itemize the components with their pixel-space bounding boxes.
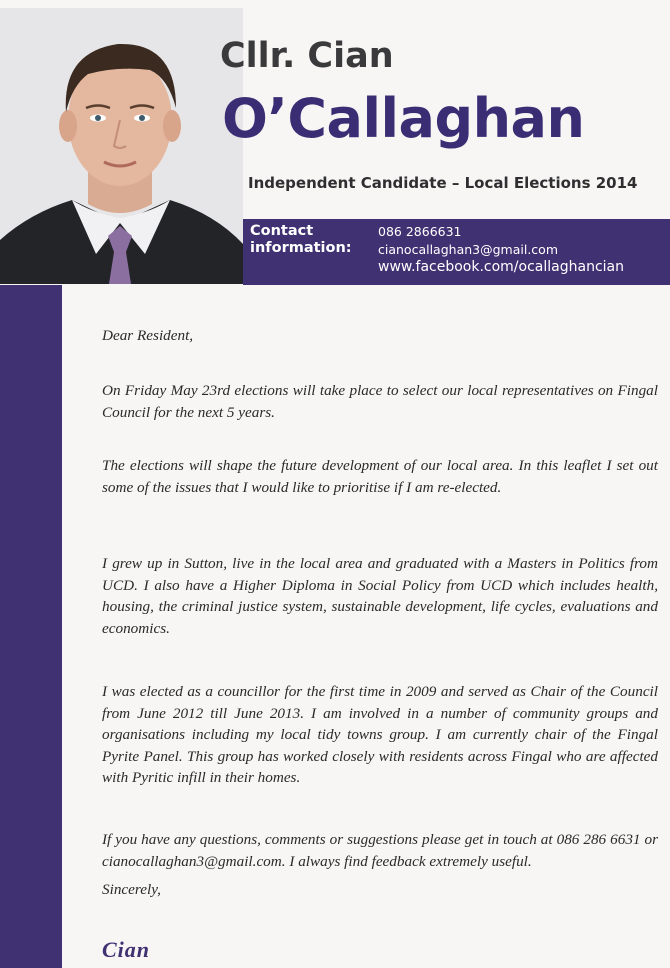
letter-paragraph-2: The elections will shape the future development of our local area. In this leaflet I set out some of the issues that I would like to prioritise if I am re-elected.: [102, 457, 658, 496]
contact-facebook[interactable]: www.facebook.com/ocallaghancian: [378, 259, 624, 275]
subtitle: Independent Candidate – Local Elections 2014: [248, 174, 638, 192]
contact-phone: 086 2866631: [378, 224, 462, 239]
contact-email[interactable]: cianocallaghan3@gmail.com: [378, 242, 558, 257]
letter-closing: Sincerely,: [102, 881, 161, 898]
contact-label-line2: information:: [250, 240, 352, 256]
candidate-name: O’Callaghan: [222, 87, 585, 150]
letter-paragraph-1: On Friday May 23rd elections will take place to select our local representatives on Fingal Council for the next 5 years.: [102, 382, 658, 421]
letter-paragraph-5: If you have any questions, comments or suggestions please get in touch at 086 286 6631 or cianocallaghan3@gmail.com. I always find feedback extremely useful.: [102, 831, 658, 870]
letter-paragraph-3: I grew up in Sutton, live in the local area and graduated with a Masters in Politics from UCD. I also have a Higher Diploma in Social Policy from UCD which includes health, housing, the criminal justice system, sustainable development, life cycles, evaluations and economics.: [102, 555, 658, 637]
letter-paragraph-4: I was elected as a councillor for the first time in 2009 and served as Chair of the Council from June 2012 till June 2013. I am involved in a number of community groups and organisations including my local tidy towns group. I am currently chair of the Fingal Pyrite Panel. This group has worked closely with residents across Fingal who are affected with Pyritic infill in their homes.: [102, 683, 658, 786]
side-band: [0, 285, 62, 968]
contact-label: [250, 223, 352, 257]
candidate-photo: [0, 8, 243, 284]
title-line-1: Cllr. Cian: [220, 36, 394, 76]
contact-label-line1: Contact: [250, 223, 314, 239]
letter-greeting: Dear Resident,: [102, 327, 194, 344]
signature: Cian: [102, 937, 151, 962]
